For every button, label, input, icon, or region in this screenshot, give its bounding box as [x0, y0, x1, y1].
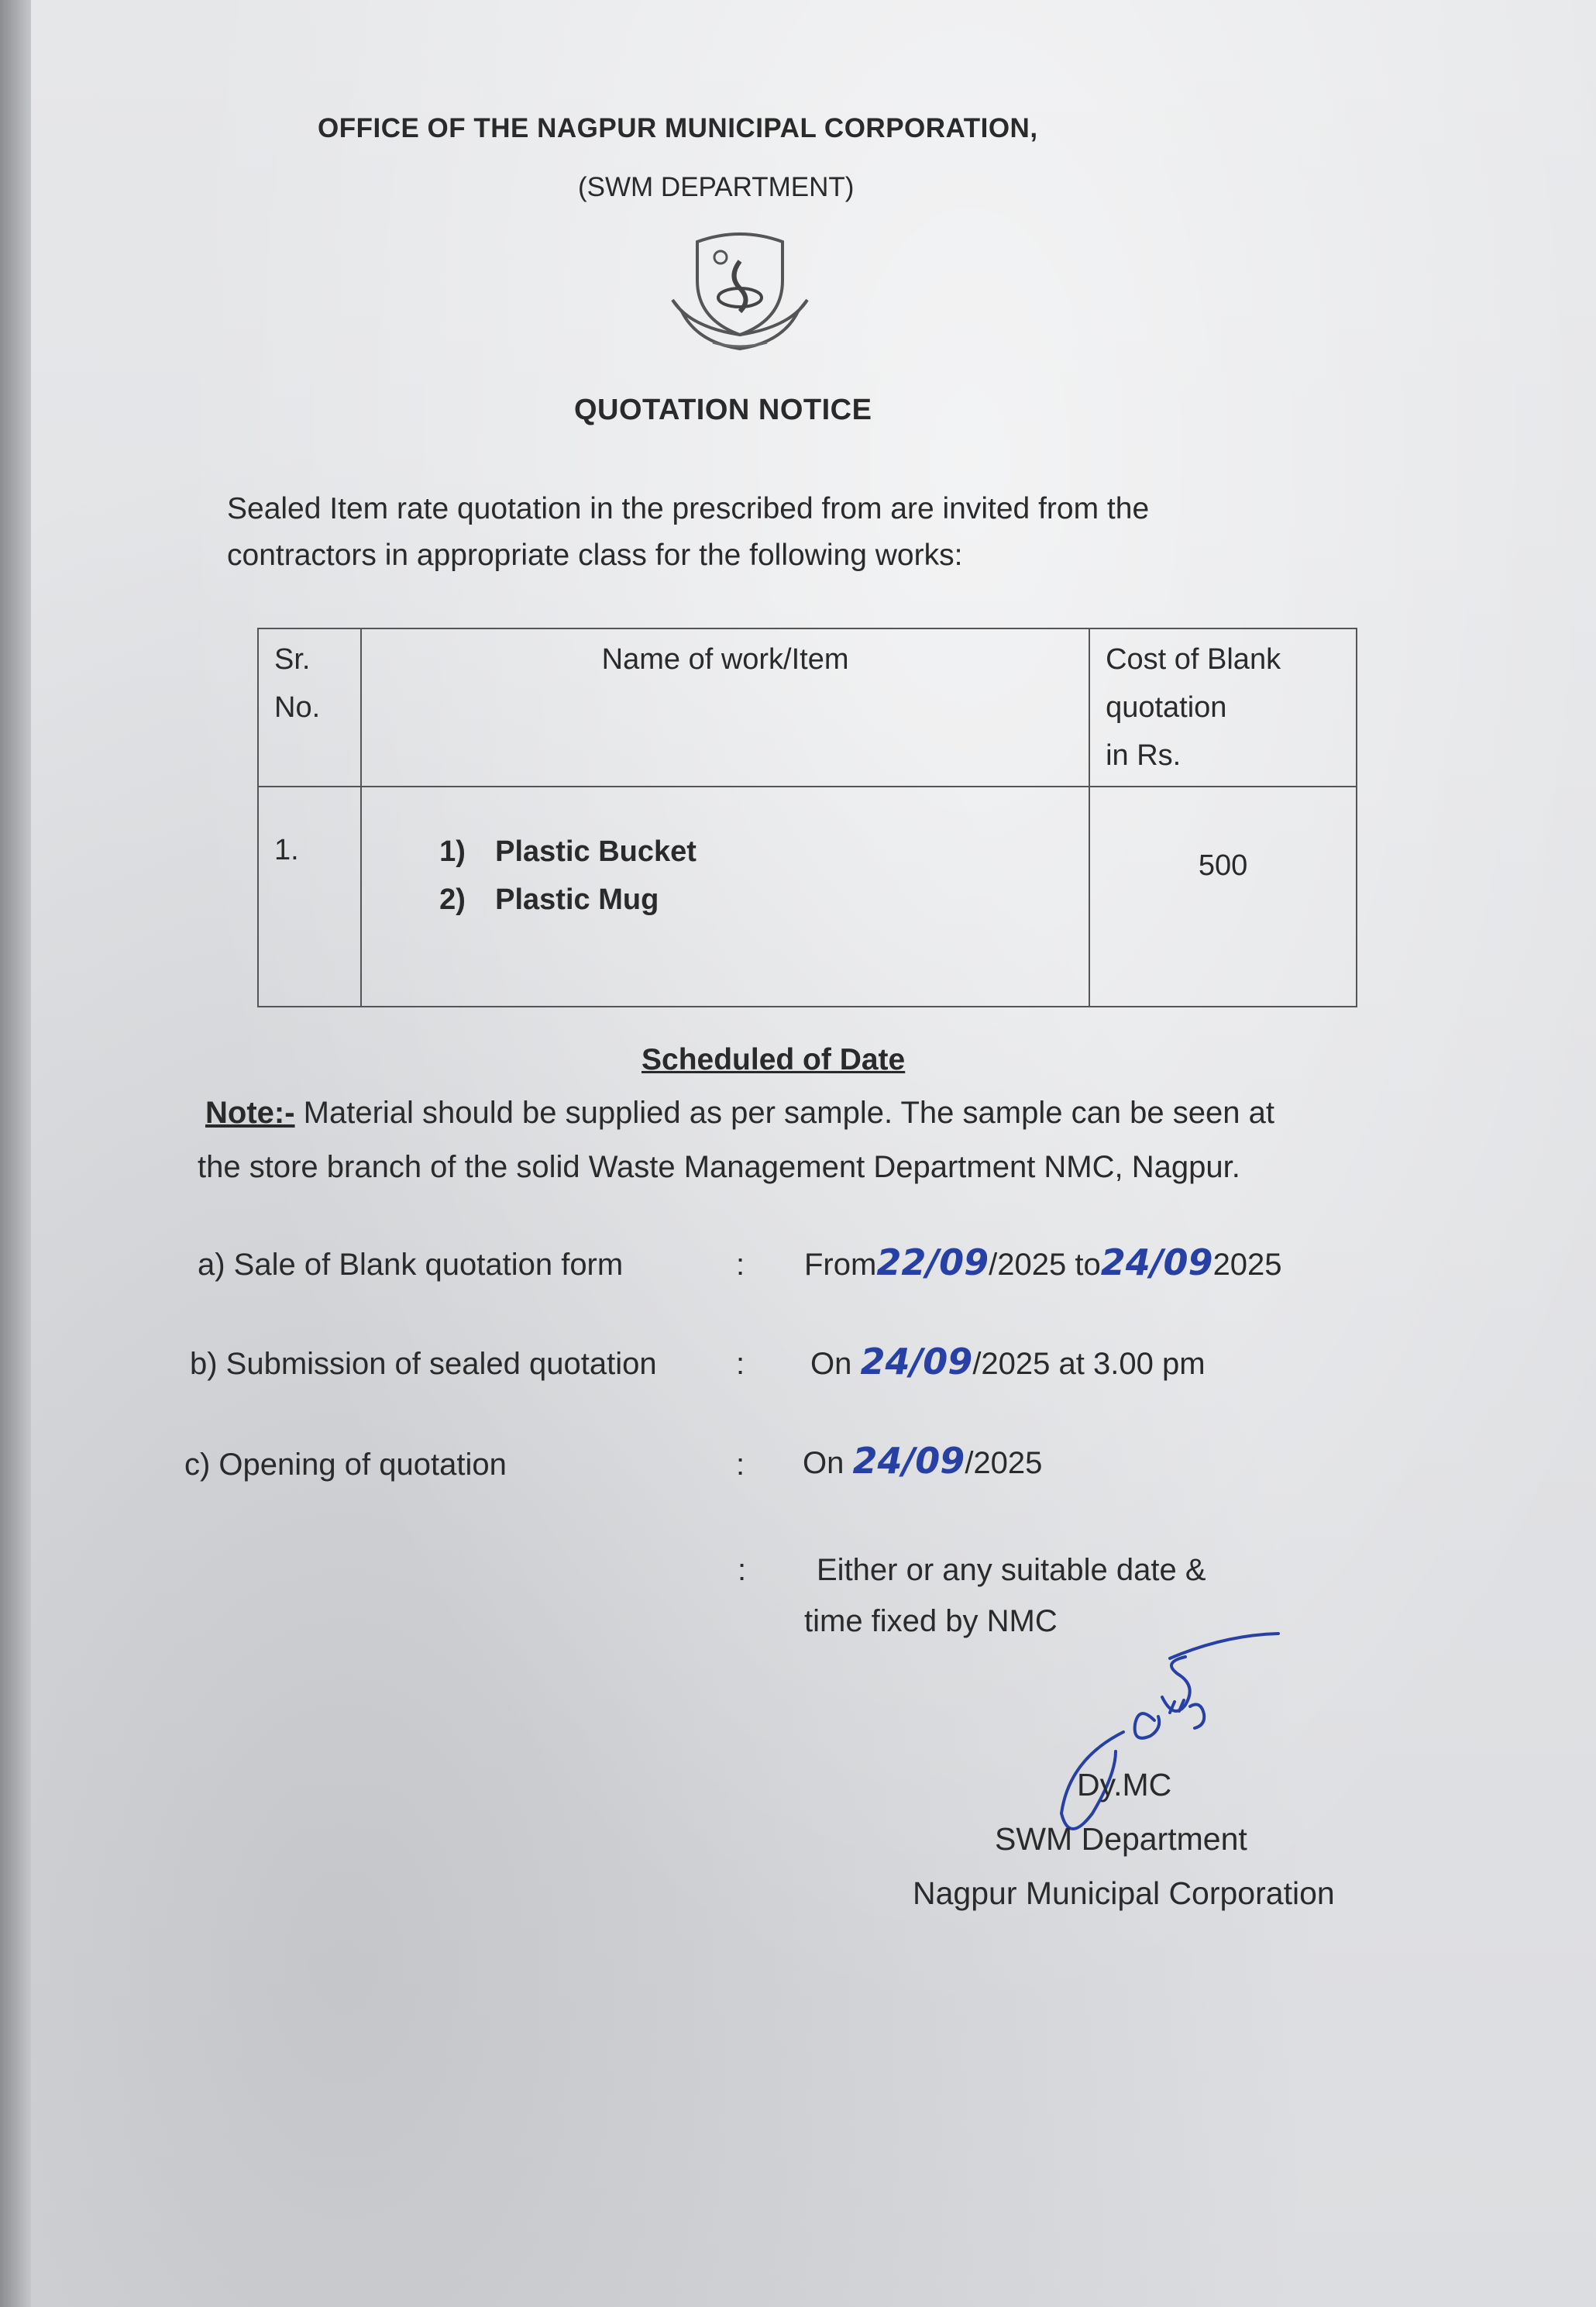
schedule-item-b-value: On 24/09/2025 at 3.00 pm [810, 1341, 1206, 1382]
extra-line-1: Either or any suitable date & [817, 1553, 1206, 1587]
schedule-item-a-label: a) Sale of Blank quotation form [198, 1248, 624, 1282]
schedule-item-c-colon: : [736, 1448, 745, 1482]
intro-line-1: Sealed Item rate quotation in the prescribed from are invited from the [227, 492, 1150, 525]
schedule-title: Scheduled of Date [641, 1043, 906, 1076]
header-sr-no [258, 628, 361, 787]
schedule-item-b-colon: : [736, 1347, 745, 1381]
signatory-title: Dy.MC [1077, 1767, 1172, 1803]
handwritten-date: 24/09 [860, 1341, 973, 1382]
note-label: Note:- [205, 1096, 295, 1130]
schedule-item-a-value: From22/09/2025 to24/092025 [804, 1241, 1282, 1283]
header-sr-line2: No. [274, 691, 321, 724]
row-items [361, 787, 1089, 1007]
quotation-table [257, 628, 1357, 1007]
document-page [31, 0, 1596, 2307]
handwritten-date: 24/09 [852, 1440, 965, 1482]
extra-line-2: time fixed by NMC [804, 1604, 1058, 1638]
header-cost-line1: Cost of Blank [1106, 643, 1281, 676]
schedule-item-c-label: c) Opening of quotation [184, 1448, 507, 1482]
header-sr-line1: Sr. [274, 643, 311, 676]
header-cost [1089, 628, 1357, 787]
note-line-1: Note:- Material should be supplied as per sample. The sample can be seen at [205, 1096, 1274, 1130]
schedule-item-c-value: On 24/09/2025 [803, 1440, 1043, 1482]
handwritten-date: 22/09 [876, 1241, 989, 1283]
header-name-of-work: Name of work/Item [361, 628, 1089, 787]
row-sr-no: 1. [258, 787, 361, 1007]
nmc-emblem-icon [666, 226, 813, 350]
signatory-organization: Nagpur Municipal Corporation [913, 1875, 1335, 1911]
header-cost-line3: in Rs. [1106, 739, 1182, 772]
signatory-department: SWM Department [995, 1821, 1247, 1857]
notice-title: QUOTATION NOTICE [574, 394, 872, 426]
office-heading: OFFICE OF THE NAGPUR MUNICIPAL CORPORATION, [318, 113, 1038, 143]
table-row [258, 787, 1357, 1007]
schedule-item-b-label: b) Submission of sealed quotation [190, 1347, 657, 1381]
note-line-2: the store branch of the solid Waste Management Department NMC, Nagpur. [198, 1150, 1240, 1184]
item-line: 1) Plastic Bucket [439, 835, 697, 868]
department-heading: (SWM DEPARTMENT) [578, 172, 855, 202]
handwritten-date: 24/09 [1100, 1241, 1213, 1283]
intro-line-2: contractors in appropriate class for the following works: [227, 539, 963, 572]
table-header-row [258, 628, 1357, 787]
header-cost-line2: quotation [1106, 691, 1227, 724]
row-cost: 500 [1089, 787, 1357, 1007]
schedule-item-a-colon: : [736, 1248, 745, 1282]
extra-colon: : [738, 1553, 747, 1587]
item-line: 2) Plastic Mug [439, 883, 659, 916]
